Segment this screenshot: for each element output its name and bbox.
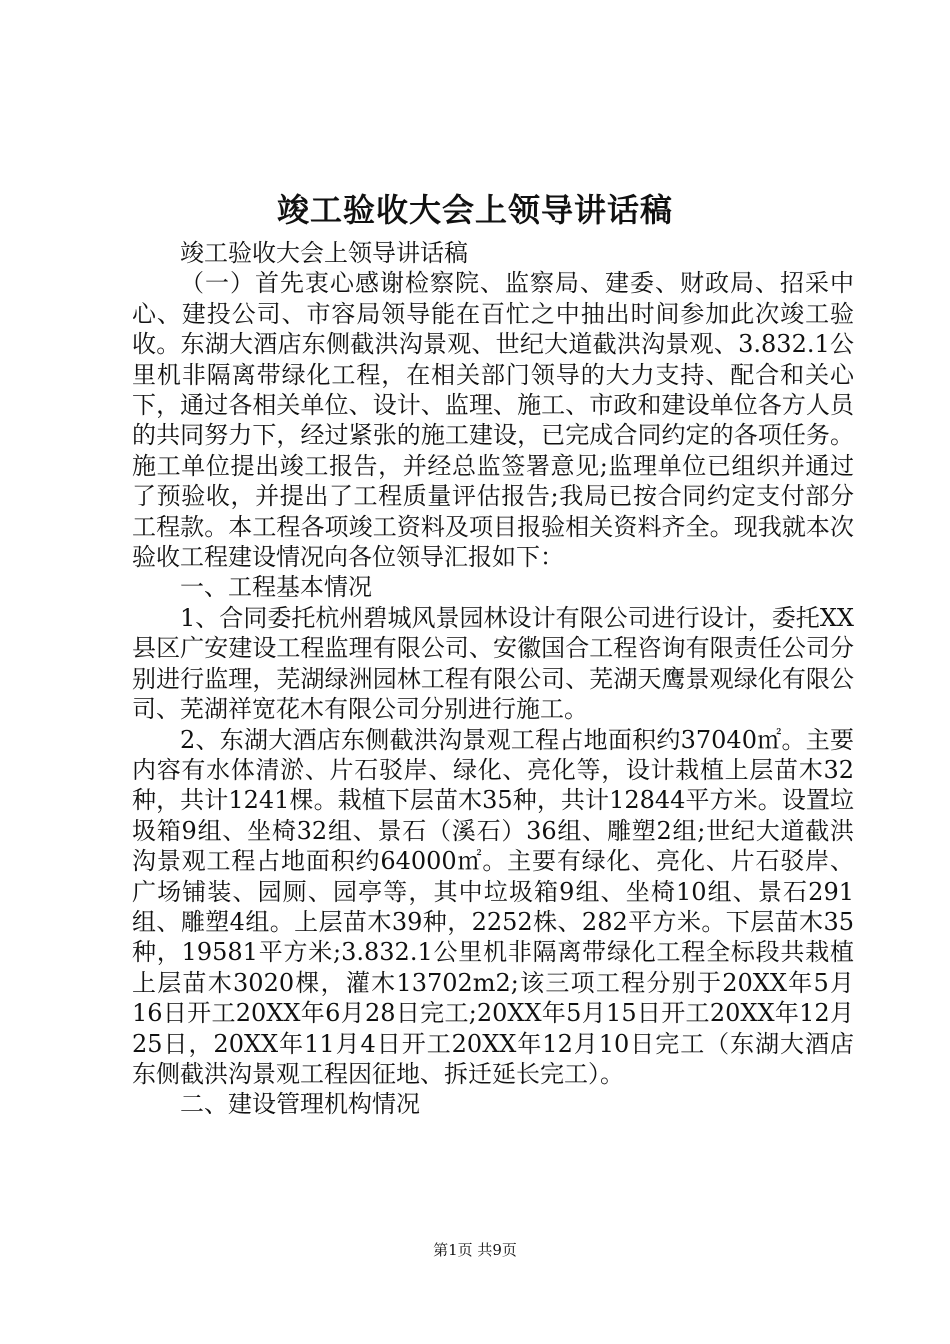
paragraph-intro: （一）首先衷心感谢检察院、监察局、建委、财政局、招采中心、建投公司、市容局领导能在百忙之中抽出时间参加此次竣工验收。东湖大酒店东侧截洪沟景观、世纪大道截洪沟景观、3.832.1公里机非隔离带绿化工程，在相关部门领导的大力支持、配合和关心下，通过各相关单位、设计、监理、施工、市政和建设单位各方人员的共同努力下，经过紧张的施工建设，已完成合同约定的各项任务。施工单位提出竣工报告，并经总监签署意见;监理单位已组织并通过了预验收，并提出了工程质量评估报告;我局已按合同约定支付部分工程款。本工程各项竣工资料及项目报验相关资料齐全。现我就本次验收工程建设情况向各位领导汇报如下：	[132, 269, 854, 572]
document-body	[132, 238, 854, 1120]
page-footer: 第1页 共9页	[433, 1241, 517, 1259]
paragraph-item-1: 1、合同委托杭州碧城风景园林设计有限公司进行设计，委托XX县区广安建设工程监理有限公司、安徽国合工程咨询有限责任公司分别进行监理，芜湖绿洲园林工程有限公司、芜湖天鹰景观绿化有限公司、芜湖祥宽花木有限公司分别进行施工。	[132, 603, 854, 724]
section-heading-basic-info: 一、工程基本情况	[180, 573, 372, 602]
section-heading-management: 二、建设管理机构情况	[180, 1090, 420, 1119]
document-title: 竣工验收大会上领导讲话稿	[276, 191, 673, 229]
paragraph-item-2: 2、东湖大酒店东侧截洪沟景观工程占地面积约37040㎡。主要内容有水体清淤、片石驳岸、绿化、亮化等，设计栽植上层苗木32种，共计1241棵。栽植下层苗木35种，共计12844平方米。设置垃圾箱9组、坐椅32组、景石（溪石）36组、雕塑2组;世纪大道截洪沟景观工程占地面积约64000㎡。主要有绿化、亮化、片石驳岸、广场铺装、园厕、园亭等，其中垃圾箱9组、坐椅10组、景石291组、雕塑4组。上层苗木39种，2252株、282平方米。下层苗木35种，19581平方米;3.832.1公里机非隔离带绿化工程全标段共栽植上层苗木3020棵，灌木13702m2;该三项工程分别于20XX年5月16日开工20XX年6月28日完工;20XX年5月15日开工20XX年12月25日，20XX年11月4日开工20XX年12月10日完工（东湖大酒店东侧截洪沟景观工程因征地、拆迁延长完工）。	[132, 725, 854, 1088]
paragraph-subtitle: 竣工验收大会上领导讲话稿	[180, 239, 468, 267]
